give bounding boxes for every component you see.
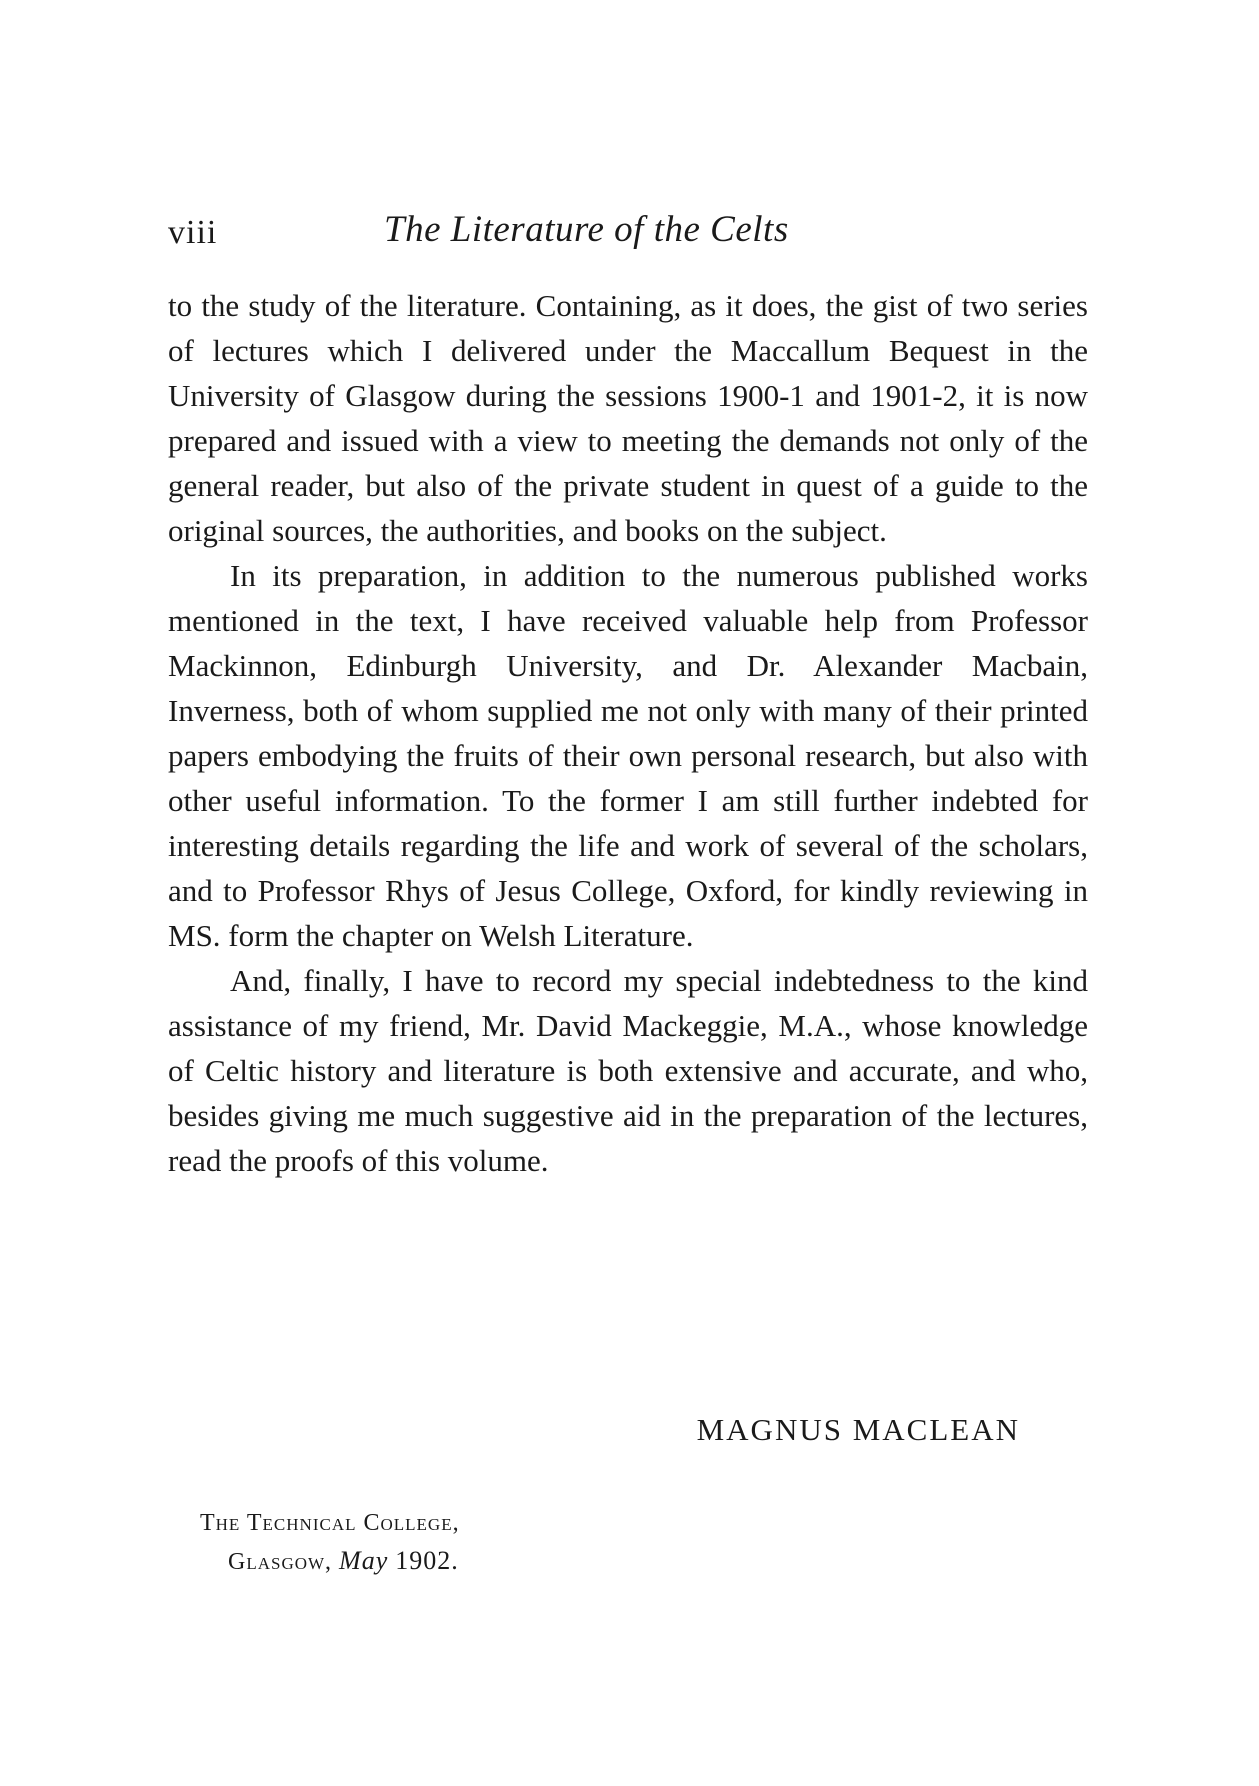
book-title: The Literature of the Celts (384, 209, 789, 250)
preface-body (168, 283, 1088, 1183)
address-line-place-date (200, 1542, 620, 1581)
running-head (168, 208, 1088, 258)
paragraph-continuation: to the study of the literature. Containing, as it does, the gist of two series of lectures which I delivered under the Maccallum Bequest in the University of Glasgow during the sessions 1900-1 and 1901-2, it is now prepared and issued with a view to meeting the demands not only of the general reader, but also of the private student in quest of a guide to the original sources, the authorities, and books on the subject. (168, 288, 1088, 548)
address-place: Glasgow, (228, 1549, 333, 1575)
author-signature: MAGNUS MACLEAN (696, 1412, 1020, 1447)
address-month: May (339, 1546, 389, 1575)
author-address (200, 1504, 620, 1581)
address-year: 1902. (395, 1546, 459, 1575)
page-number: viii (168, 214, 218, 251)
address-line-institution: The Technical College, (200, 1510, 460, 1536)
paragraph-acknowledgements: In its preparation, in addition to the numerous published works mentioned in the text, I have received valuable help from Professor Mackinnon, Edinburgh University, and Dr. Alexander Macbain, Inverness, both of whom supplied me not only with many of their printed papers embodying the fruits of their own personal research, but also with other useful information. To the former I am still further indebted for interesting details regarding the life and work of several of the scholars, and to Professor Rhys of Jesus College, Oxford, for kindly reviewing in MS. form the chapter on Welsh Literature. (168, 558, 1088, 953)
paragraph-final-thanks: And, finally, I have to record my special indebtedness to the kind assistance of my friend, Mr. David Mackeggie, M.A., whose knowledge of Celtic history and literature is both extensive and accurate, and who, besides giving me much suggestive aid in the preparation of the lectures, read the proofs of this volume. (168, 963, 1088, 1178)
